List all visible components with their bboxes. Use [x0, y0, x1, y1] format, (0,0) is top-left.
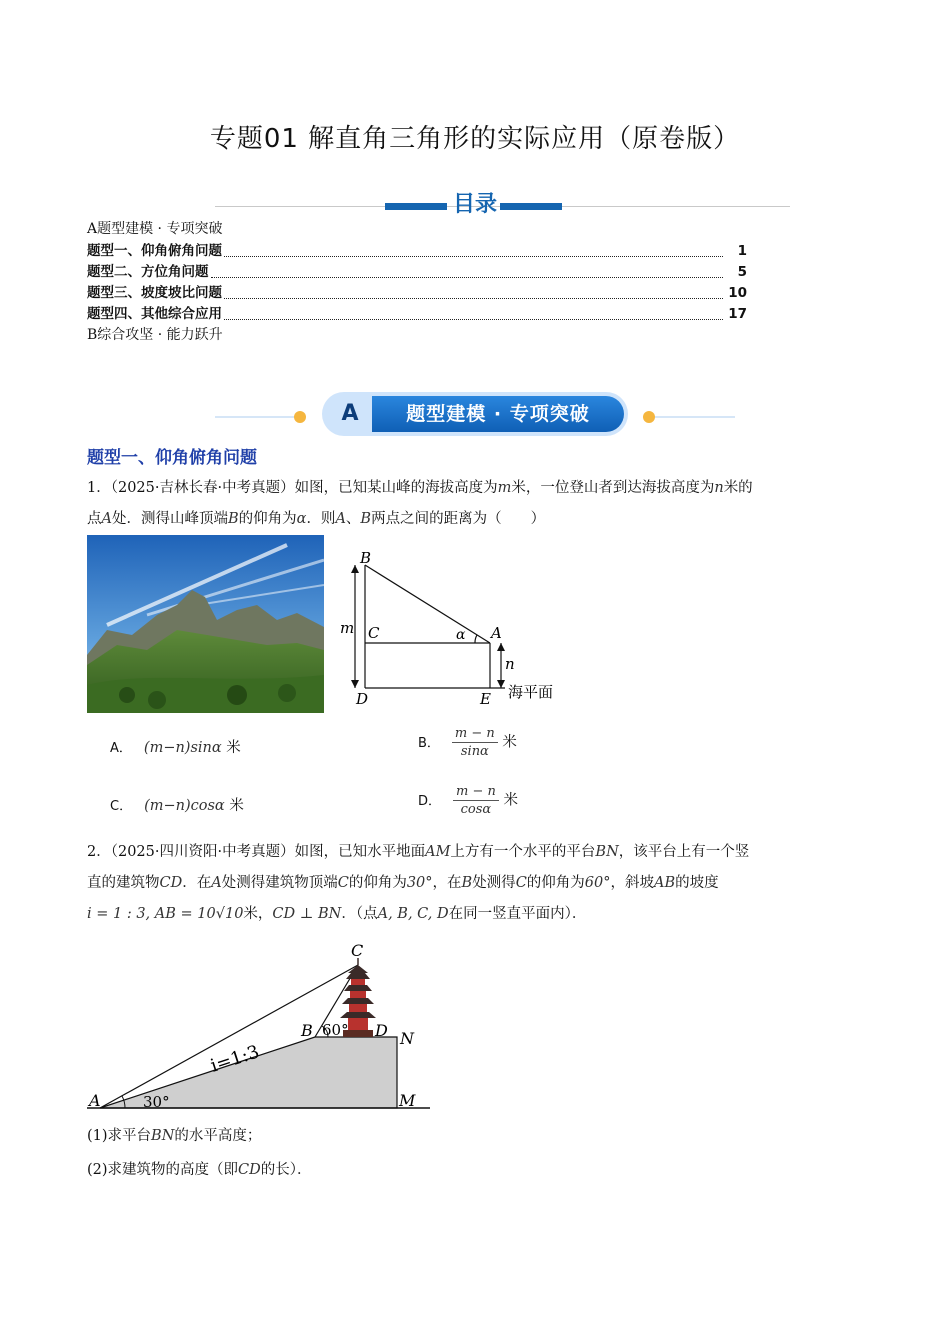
q1-text: 处．测得山峰顶端	[111, 511, 228, 527]
q2-var-ab: AB	[654, 875, 676, 891]
toc-part-a-label: A题型建模 · 专项突破	[87, 221, 223, 237]
q2-var-c: C	[515, 875, 527, 891]
toc-leader	[211, 277, 724, 278]
arrow-head	[497, 680, 505, 688]
q1-line2	[87, 504, 862, 535]
q1-text: ．则	[306, 511, 336, 527]
q2-perp-expr: CD ⊥ BN	[272, 906, 342, 922]
q1-var-n: n	[714, 480, 724, 496]
q1-option-d[interactable]	[418, 784, 518, 817]
label-e: E	[480, 690, 491, 708]
q2-text: 的仰角为	[526, 875, 585, 891]
toc-item-4[interactable]	[87, 304, 747, 325]
banner-letter: A	[341, 401, 359, 426]
q2-diagram	[85, 940, 435, 1115]
option-label: C．	[110, 799, 133, 814]
toc-leader	[224, 298, 723, 299]
label-30: 30°	[143, 1093, 170, 1111]
option-label: A．	[110, 741, 132, 756]
q2-text: ，斜坡	[610, 875, 654, 891]
option-expr: (m−n)sinα	[143, 740, 222, 756]
label-sea-level: 海平面	[508, 683, 554, 701]
q2-text: 直的建筑物	[87, 875, 160, 891]
mountain-photo	[87, 535, 324, 713]
q2-var-c: C	[337, 875, 349, 891]
page-title: 专题01 解直角三角形的实际应用（原卷版）	[209, 124, 741, 154]
toc-bar-left	[385, 203, 447, 210]
option-unit: 米	[503, 792, 518, 809]
q2-line3	[87, 899, 862, 930]
q1-option-a[interactable]	[110, 736, 241, 757]
angle-alpha-arc	[475, 635, 477, 643]
q2-text: 处测得建筑物顶端	[221, 875, 338, 891]
toc-item-label: 题型四、其他综合应用	[87, 306, 222, 322]
q2-text: 处测得	[472, 875, 516, 891]
toc-item-label: 题型三、坡度坡比问题	[87, 285, 222, 301]
option-unit: 米	[502, 734, 517, 751]
toc-item-label: 题型二、方位角问题	[87, 264, 209, 280]
toc-heading: 目录	[452, 192, 497, 217]
q1-diagram	[335, 545, 575, 710]
q2-text: (1)求平台	[87, 1128, 152, 1144]
toc-item-2[interactable]	[87, 262, 747, 283]
q2-angle-30: 30°	[406, 875, 433, 891]
option-label: D．	[418, 793, 442, 809]
q2-var-cd: CD	[238, 1162, 261, 1178]
q2-text: ，在	[432, 875, 462, 891]
option-unit: 米	[226, 740, 241, 756]
section-heading: 题型一、仰角俯角问题	[87, 448, 257, 468]
toc-item-page: 1	[737, 243, 747, 259]
label-n: n	[505, 655, 515, 673]
label-m: M	[399, 1091, 416, 1110]
q2-text: 2．（2025·四川资阳·中考真题）如图，已知水平地面	[87, 844, 426, 860]
q2-angle-60: 60°	[584, 875, 611, 891]
q1-text: 米，一位登山者到达海拔高度为	[511, 480, 715, 496]
label-m: m	[340, 619, 355, 637]
q2-text: ．在	[182, 875, 212, 891]
q2-var-b: B	[461, 875, 473, 891]
q1-option-b[interactable]	[418, 726, 517, 759]
label-c: C	[368, 624, 380, 642]
q1-text: 1．（2025·吉林长春·中考真题）如图，已知某山峰的海拔高度为	[87, 480, 498, 496]
fraction-denominator: sinα	[460, 744, 489, 759]
banner-line-left	[215, 416, 295, 418]
q1-text: 、	[345, 511, 361, 527]
q1-text: 米的	[723, 480, 753, 496]
q2-text: ，该平台上有一个竖	[618, 844, 750, 860]
q2-text: 在同一竖直平面内）．	[448, 906, 587, 922]
q2-var-bn: BN	[151, 1128, 175, 1144]
q2-text: (2)求建筑物的高度（即	[87, 1162, 239, 1178]
q2-sub1	[87, 1124, 261, 1145]
q2-var-cd: CD	[159, 875, 183, 891]
q1-var-m: m	[497, 480, 512, 496]
option-label: B．	[418, 735, 440, 751]
line-ba	[365, 565, 490, 643]
q2-text: ．（点	[341, 906, 378, 922]
q1-text: 两点之间的距离为（ ）	[371, 511, 546, 527]
q1-var-a: A	[101, 511, 112, 527]
toc-part-b-label: B综合攻坚 · 能力跃升	[87, 327, 223, 343]
q2-line1	[87, 837, 862, 868]
option-fraction	[452, 726, 498, 759]
label-c: C	[351, 941, 364, 960]
label-d: D	[375, 1021, 388, 1040]
label-b: B	[301, 1021, 313, 1040]
option-fraction	[453, 784, 499, 817]
fraction-numerator: m − n	[452, 726, 498, 743]
q2-sub2	[87, 1158, 312, 1179]
label-b: B	[360, 549, 372, 567]
arrow-head	[351, 680, 359, 688]
q1-line1	[87, 473, 862, 504]
toc-item-3[interactable]	[87, 283, 747, 304]
label-a: A	[89, 1091, 101, 1110]
q2-points: A, B, C, D	[377, 906, 449, 922]
toc-part-b[interactable]	[87, 325, 747, 346]
option-expr: (m−n)cosα	[144, 798, 225, 814]
banner-dot-left	[294, 411, 306, 423]
toc-leader	[224, 256, 723, 257]
option-unit: 米	[229, 798, 244, 814]
q2-line2	[87, 868, 862, 899]
q2-text: 的坡度	[675, 875, 719, 891]
q2-var-a: A	[211, 875, 222, 891]
toc-item-page: 5	[737, 264, 747, 280]
q2-stem	[87, 837, 862, 930]
q2-text: 的仰角为	[348, 875, 407, 891]
toc-item-1[interactable]	[87, 241, 747, 262]
fraction-numerator: m − n	[453, 784, 499, 801]
arrow-head	[351, 565, 359, 573]
q1-var-a: A	[335, 511, 346, 527]
banner-text: 题型建模 · 专项突破	[372, 396, 624, 432]
arrow-head	[497, 643, 505, 651]
q2-text: 的水平高度；	[174, 1128, 262, 1144]
toc-leader	[224, 319, 723, 320]
fraction-denominator: cosα	[460, 802, 492, 817]
label-alpha: α	[456, 627, 466, 643]
q1-stem	[87, 473, 862, 535]
label-d: D	[356, 690, 369, 708]
q2-var-bn: BN	[595, 844, 619, 860]
q1-option-c[interactable]	[110, 794, 244, 815]
toc-item-label: 题型一、仰角俯角问题	[87, 243, 222, 259]
q2-var-am: AM	[425, 844, 451, 860]
q2-text: 的长）．	[260, 1162, 312, 1178]
toc-bar-right	[500, 203, 562, 210]
section-banner	[322, 392, 628, 436]
q1-var-b: B	[360, 511, 372, 527]
q2-slope-expr: i = 1 : 3, AB = 10√10	[87, 906, 244, 922]
label-slope: i=1:3	[208, 1041, 262, 1077]
label-a: A	[491, 624, 502, 642]
toc-item-page: 17	[728, 306, 747, 322]
q1-text: 点	[87, 511, 102, 527]
banner-line-right	[655, 416, 735, 418]
toc-part-a[interactable]	[87, 219, 747, 240]
q1-text: 的仰角为	[238, 511, 297, 527]
label-n: N	[400, 1029, 414, 1048]
banner-dot-right	[643, 411, 655, 423]
q1-var-alpha: α	[296, 511, 307, 527]
label-60: 60°	[322, 1021, 349, 1039]
q1-var-b: B	[227, 511, 239, 527]
q2-text: 上方有一个水平的平台	[450, 844, 596, 860]
toc-item-page: 10	[728, 285, 747, 301]
q2-text: 米，	[243, 906, 273, 922]
